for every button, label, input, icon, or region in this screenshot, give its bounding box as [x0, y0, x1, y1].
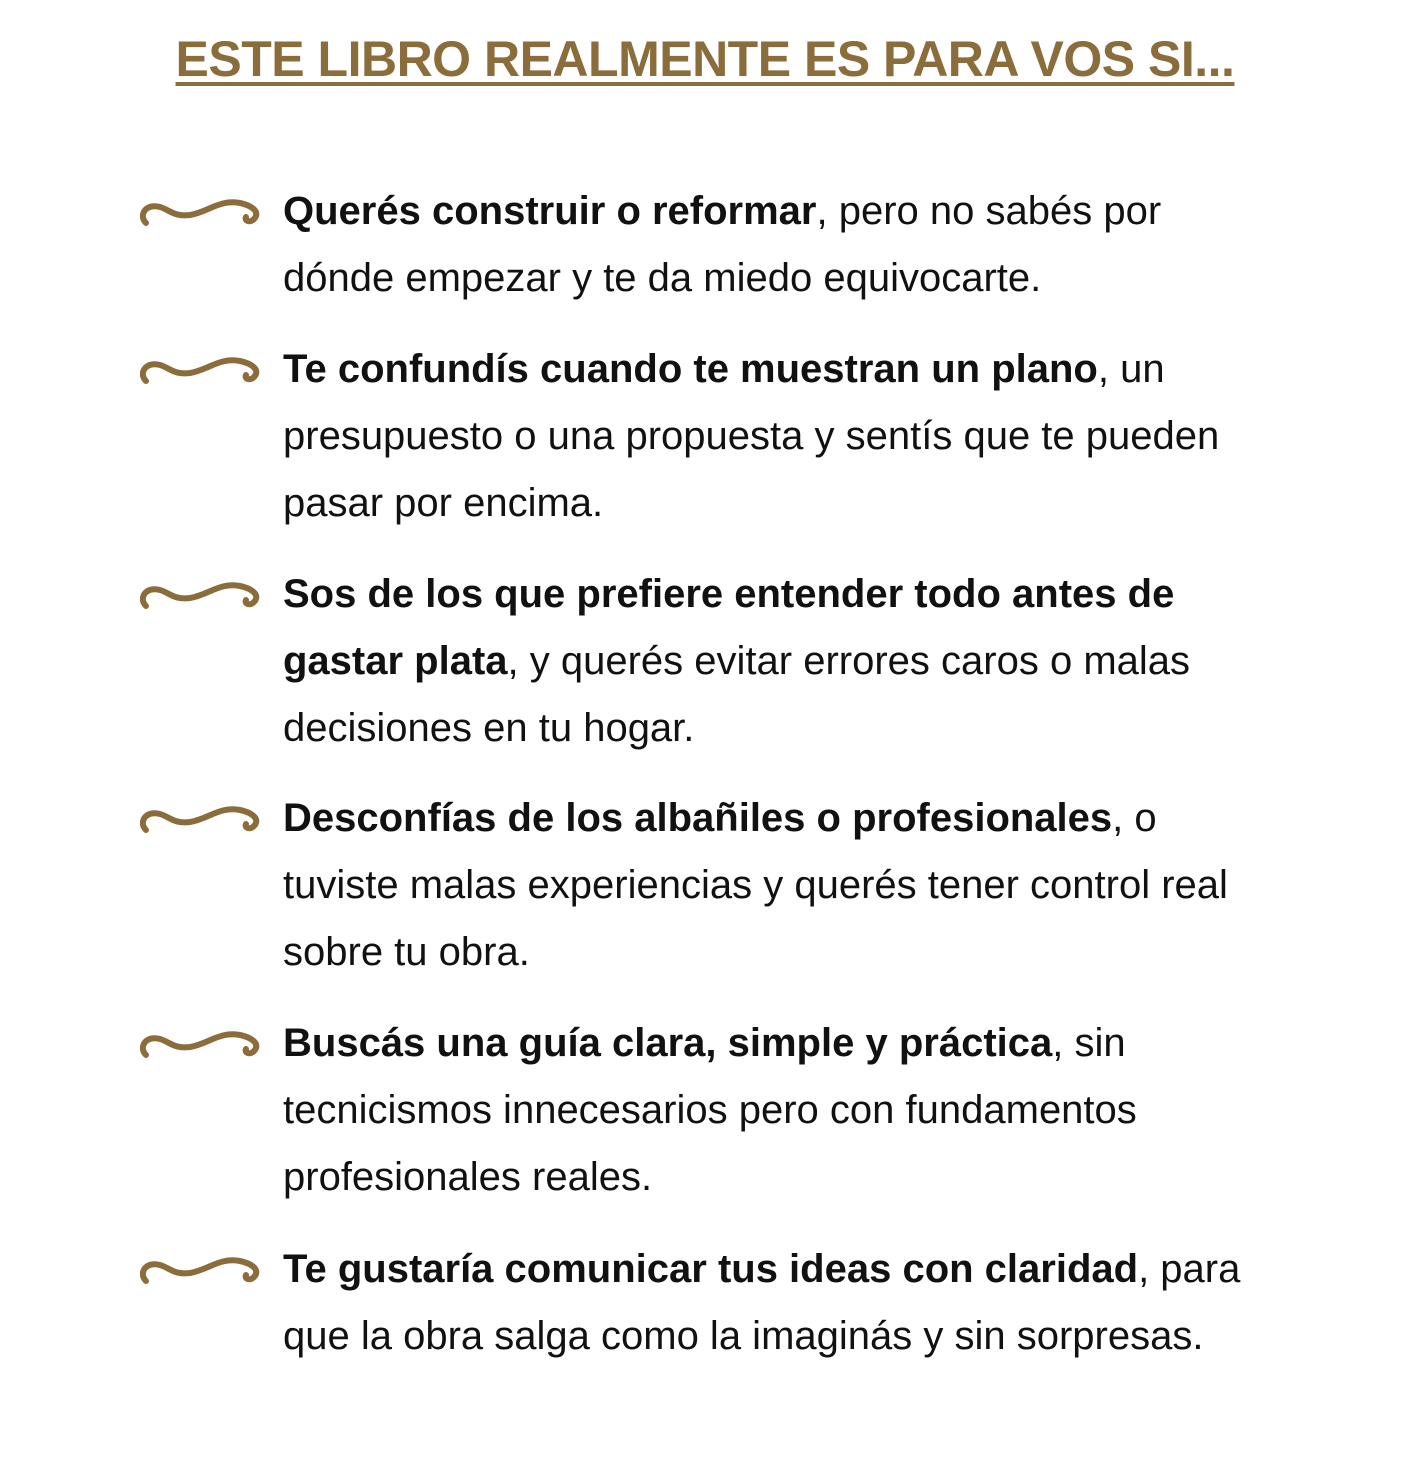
- list-item-rest: , un presupuesto o una propuesta y sentís que te pueden pasar por encima.: [283, 347, 1220, 525]
- list-item-text: [283, 178, 1283, 312]
- list-item-text: [283, 1010, 1283, 1211]
- list-item-text: [283, 561, 1283, 762]
- swirl-icon: [140, 1025, 262, 1061]
- page-title-text: ESTE LIBRO REALMENTE ES PARA VOS SI...: [175, 31, 1235, 87]
- swirl-icon: [140, 576, 262, 612]
- list-item-bold: Desconfías de los albañiles o profesionales: [283, 796, 1113, 840]
- list-item-rest: , para que la obra salga como la imaginás y sin sorpresas.: [283, 1247, 1241, 1358]
- list-item-rest: , y querés evitar errores caros o malas decisiones en tu hogar.: [283, 639, 1191, 750]
- page-title: [0, 30, 1410, 88]
- list-item-rest: , o tuviste malas experiencias y querés tener control real sobre tu obra.: [283, 796, 1228, 974]
- swirl-icon: [140, 1251, 262, 1287]
- swirl-icon: [140, 351, 262, 387]
- list-item-bold: Te confundís cuando te muestran un plano: [283, 347, 1098, 391]
- list-item-bold: Querés construir o reformar: [283, 189, 817, 233]
- list-item-rest: , pero no sabés por dónde empezar y te da miedo equivocarte.: [283, 189, 1162, 300]
- swirl-icon: [140, 800, 262, 836]
- list-item-bold: Te gustaría comunicar tus ideas con claridad: [283, 1247, 1139, 1291]
- list-item-bold: Sos de los que prefiere entender todo antes de gastar plata: [283, 572, 1175, 683]
- list-item-text: [283, 336, 1283, 537]
- swirl-icon: [140, 193, 262, 229]
- list-item-text: [283, 785, 1283, 986]
- list-item-text: [283, 1236, 1283, 1370]
- list-item-bold: Buscás una guía clara, simple y práctica: [283, 1021, 1053, 1065]
- list-item-rest: , sin tecnicismos innecesarios pero con fundamentos profesionales reales.: [283, 1021, 1137, 1199]
